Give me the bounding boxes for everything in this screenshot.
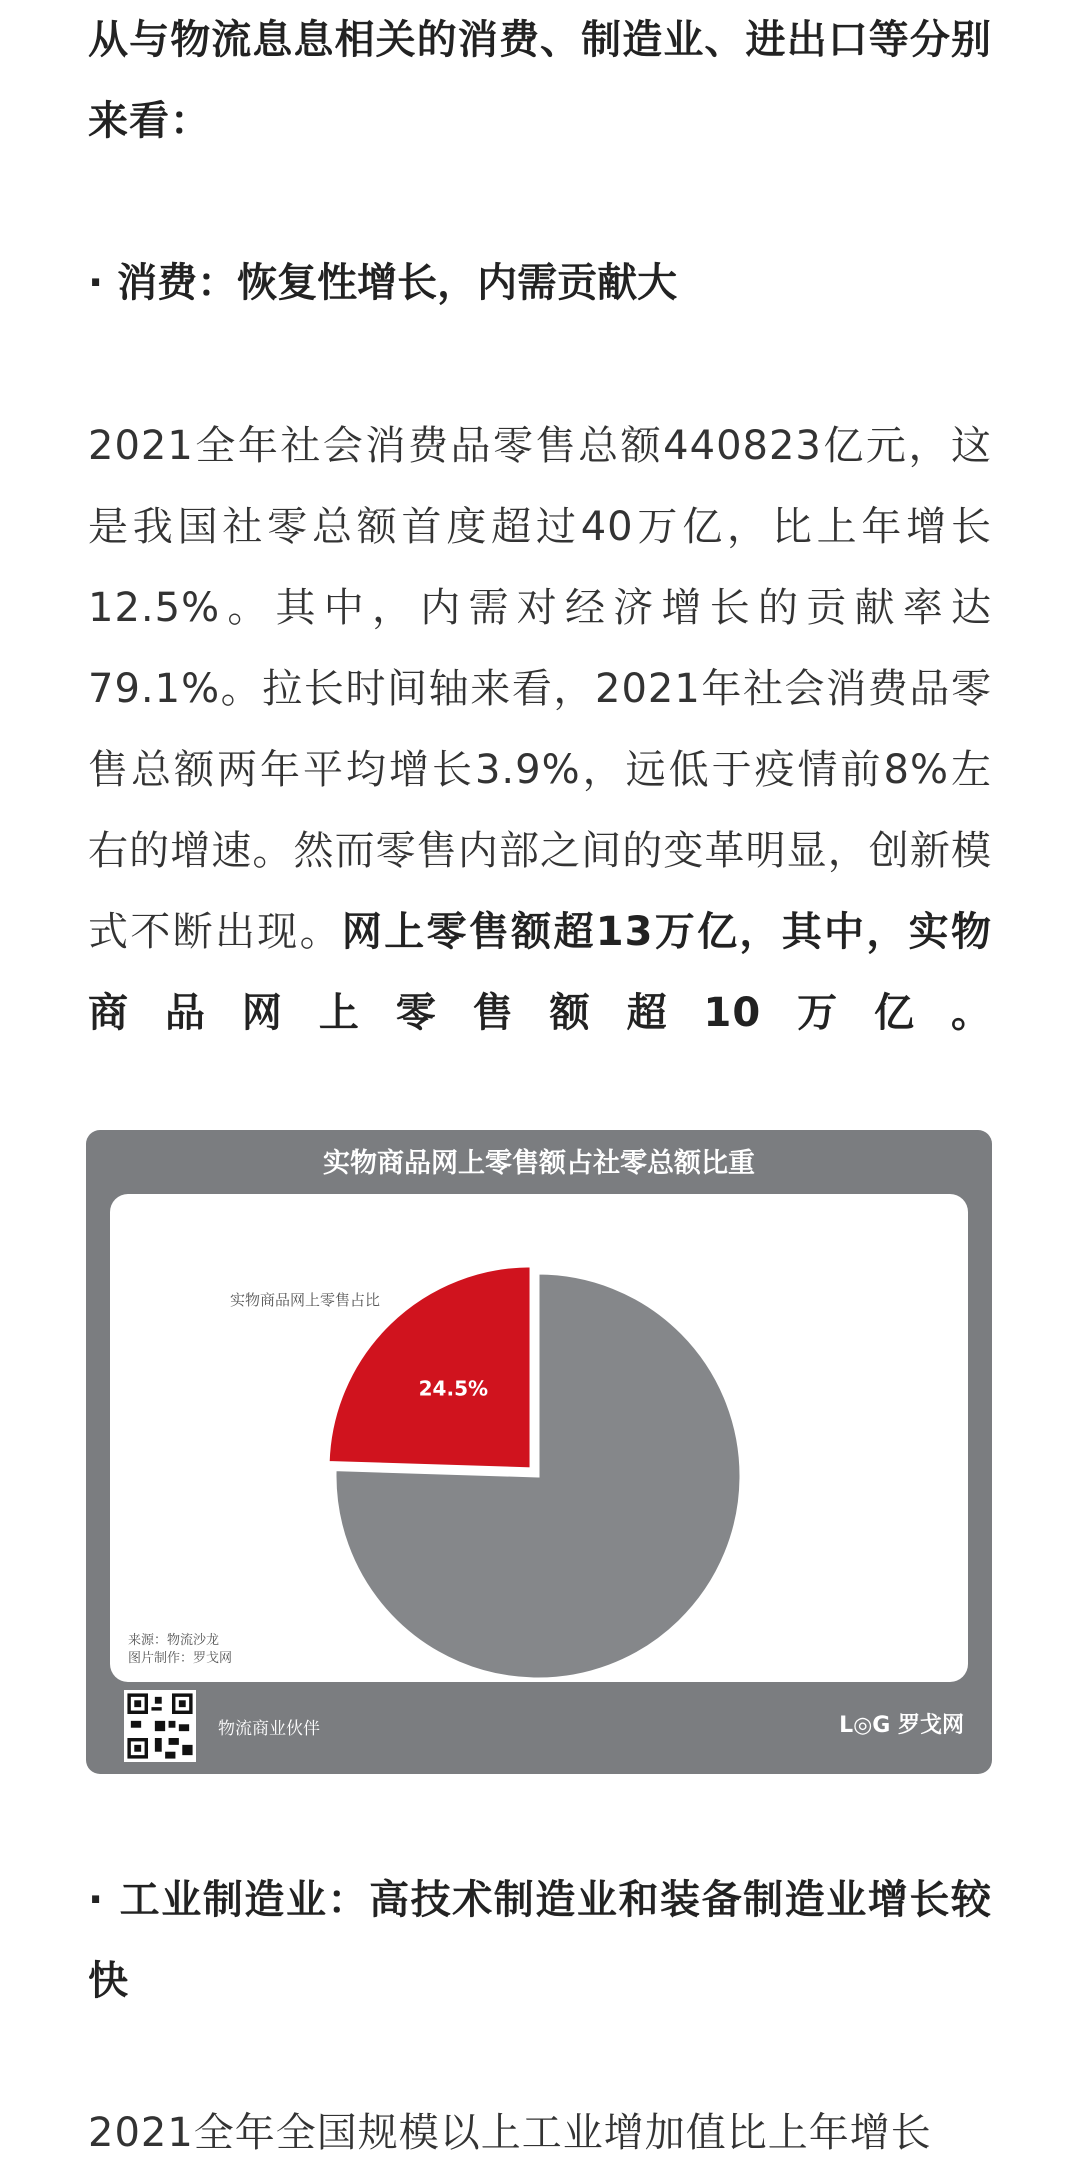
chart-panel — [110, 1194, 968, 1682]
manufacturing-paragraph: 2021全年全国规模以上工业增加值比上年增长 — [88, 2110, 932, 2156]
partner-label: 物流商业伙伴 — [218, 1719, 320, 1739]
consumption-paragraph — [88, 406, 992, 1054]
chart-title: 实物商品网上零售额占社零总额比重 — [323, 1148, 755, 1179]
pie-legend-label: 实物商品网上零售占比 — [230, 1291, 381, 1309]
section-heading-consumption: · 消费：恢复性增长，内需贡献大 — [88, 260, 678, 306]
chart-card — [86, 1130, 992, 1774]
pie-slice-label-online-retail: 24.5% — [418, 1376, 489, 1401]
consumption-text: 2021全年社会消费品零售总额440823亿元，这是我国社零总额首度超过40万亿，比上年增长12.5%。其中，内需对经济增长的贡献率达79.1%。拉长时间轴来看，2021年社会消费品零售总额两年平均增长3.9%，远低于疫情前8%左右的增速。然而零售内部之间的变革明显，创新模式不断出现。 — [88, 423, 992, 955]
section-heading-manufacturing: · 工业制造业：高技术制造业和装备制造业增长较快 — [88, 1877, 992, 2004]
intro-paragraph: 从与物流息息相关的消费、制造业、进出口等分别来看： — [88, 17, 992, 144]
source-line: 来源：物流沙龙 — [128, 1633, 220, 1648]
consumption-highlight: 网上零售额超13万亿，其中，实物商品网上零售额超10万亿。 — [88, 909, 992, 1036]
qr-code-icon — [124, 1690, 196, 1762]
pie-chart — [110, 1194, 968, 1682]
chart-source — [128, 1632, 232, 1668]
producer-line: 图片制作：罗戈网 — [128, 1651, 233, 1666]
brand-logo: L◎G 罗戈网 — [839, 1713, 964, 1738]
